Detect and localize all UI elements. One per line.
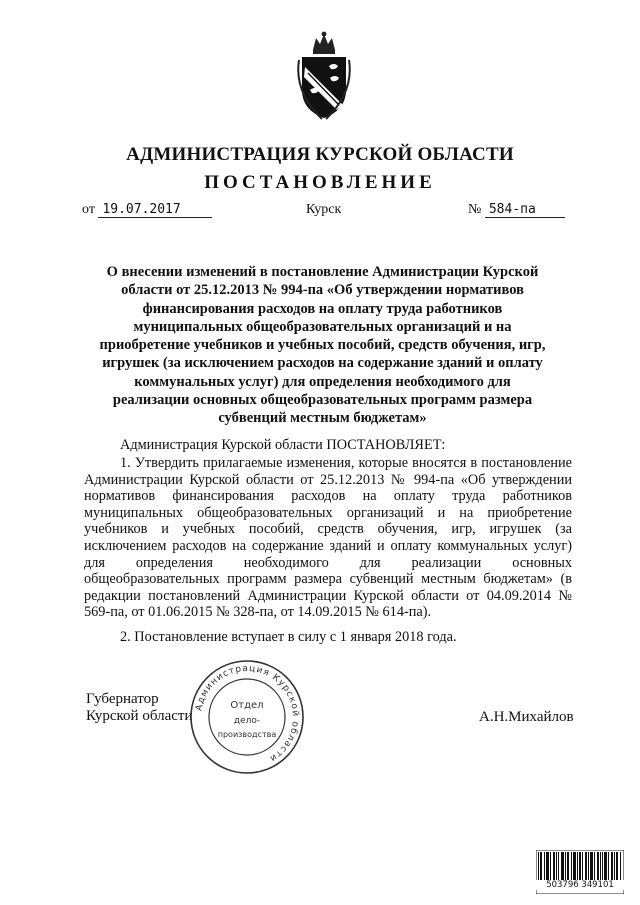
stamp-ring-text: Администрация Курской области (194, 663, 301, 764)
date-prefix: от (82, 202, 95, 217)
paragraph-2: 2. Постановление вступает в силу с 1 января 2018 года. (120, 629, 457, 645)
city-label: Курск (306, 202, 342, 217)
stamp-line-3: производства (217, 730, 277, 739)
barcode-number: 503796 349101 (536, 880, 624, 890)
document-title: О внесении изменений в постановление Администрации Курской области от 25.12.2013 № 994-па «Об утверждении нормативов финансирования расходов на оплату труда работников муниципальных общеобразовательных организаций и на приобретение учебников и учебных пособий, средств обучения, игр, игрушек (за исключением расходов на содержание зданий и оплату коммунальных услуг) для определения необходимого для реализации основных общеобразовательных программ размера субвенций местным бюджетам» (99, 264, 546, 427)
position-line-2: Курской области (86, 708, 193, 724)
document-number: 584-па (485, 202, 565, 218)
document-type-heading: ПОСТАНОВЛЕНИЕ (204, 172, 436, 193)
stamp-line-2: дело- (233, 716, 261, 726)
date-line (82, 202, 212, 218)
paragraph-1: 1. Утвердить прилагаемые изменения, которые вносятся в постановление Администрации Курской области от 25.12.2013 № 994-па «Об утверждении нормативов финансирования расходов на оплату труда работников муниципальных общеобразовательных организаций и на приобретение учебников и учебных пособий, средств обучения, игр, игрушек (за исключением расходов на содержание зданий и оплату коммунальных услуг) для определения необходимого для реализации основных общеобразовательных программ размера субвенций местным бюджетам» (в редакции постановлений Администрации Курской области от 04.09.2014 № 569-па, от 01.06.2015 № 328-па, от 14.09.2015 № 614-па). (84, 455, 572, 621)
intro-paragraph: Администрация Курской области ПОСТАНОВЛЯЕТ: (120, 437, 446, 453)
number-prefix: № (468, 202, 482, 217)
position-line-1: Губернатор (86, 691, 159, 707)
organization-heading: АДМИНИСТРАЦИЯ КУРСКОЙ ОБЛАСТИ (126, 144, 514, 165)
stamp-line-1: Отдел (230, 700, 264, 711)
coat-of-arms-icon (296, 30, 352, 120)
number-line (468, 202, 565, 218)
document-date: 19.07.2017 (98, 202, 212, 218)
signatory-position (86, 691, 192, 725)
official-stamp (188, 658, 306, 776)
signatory-name: А.Н.Михайлов (479, 709, 574, 725)
